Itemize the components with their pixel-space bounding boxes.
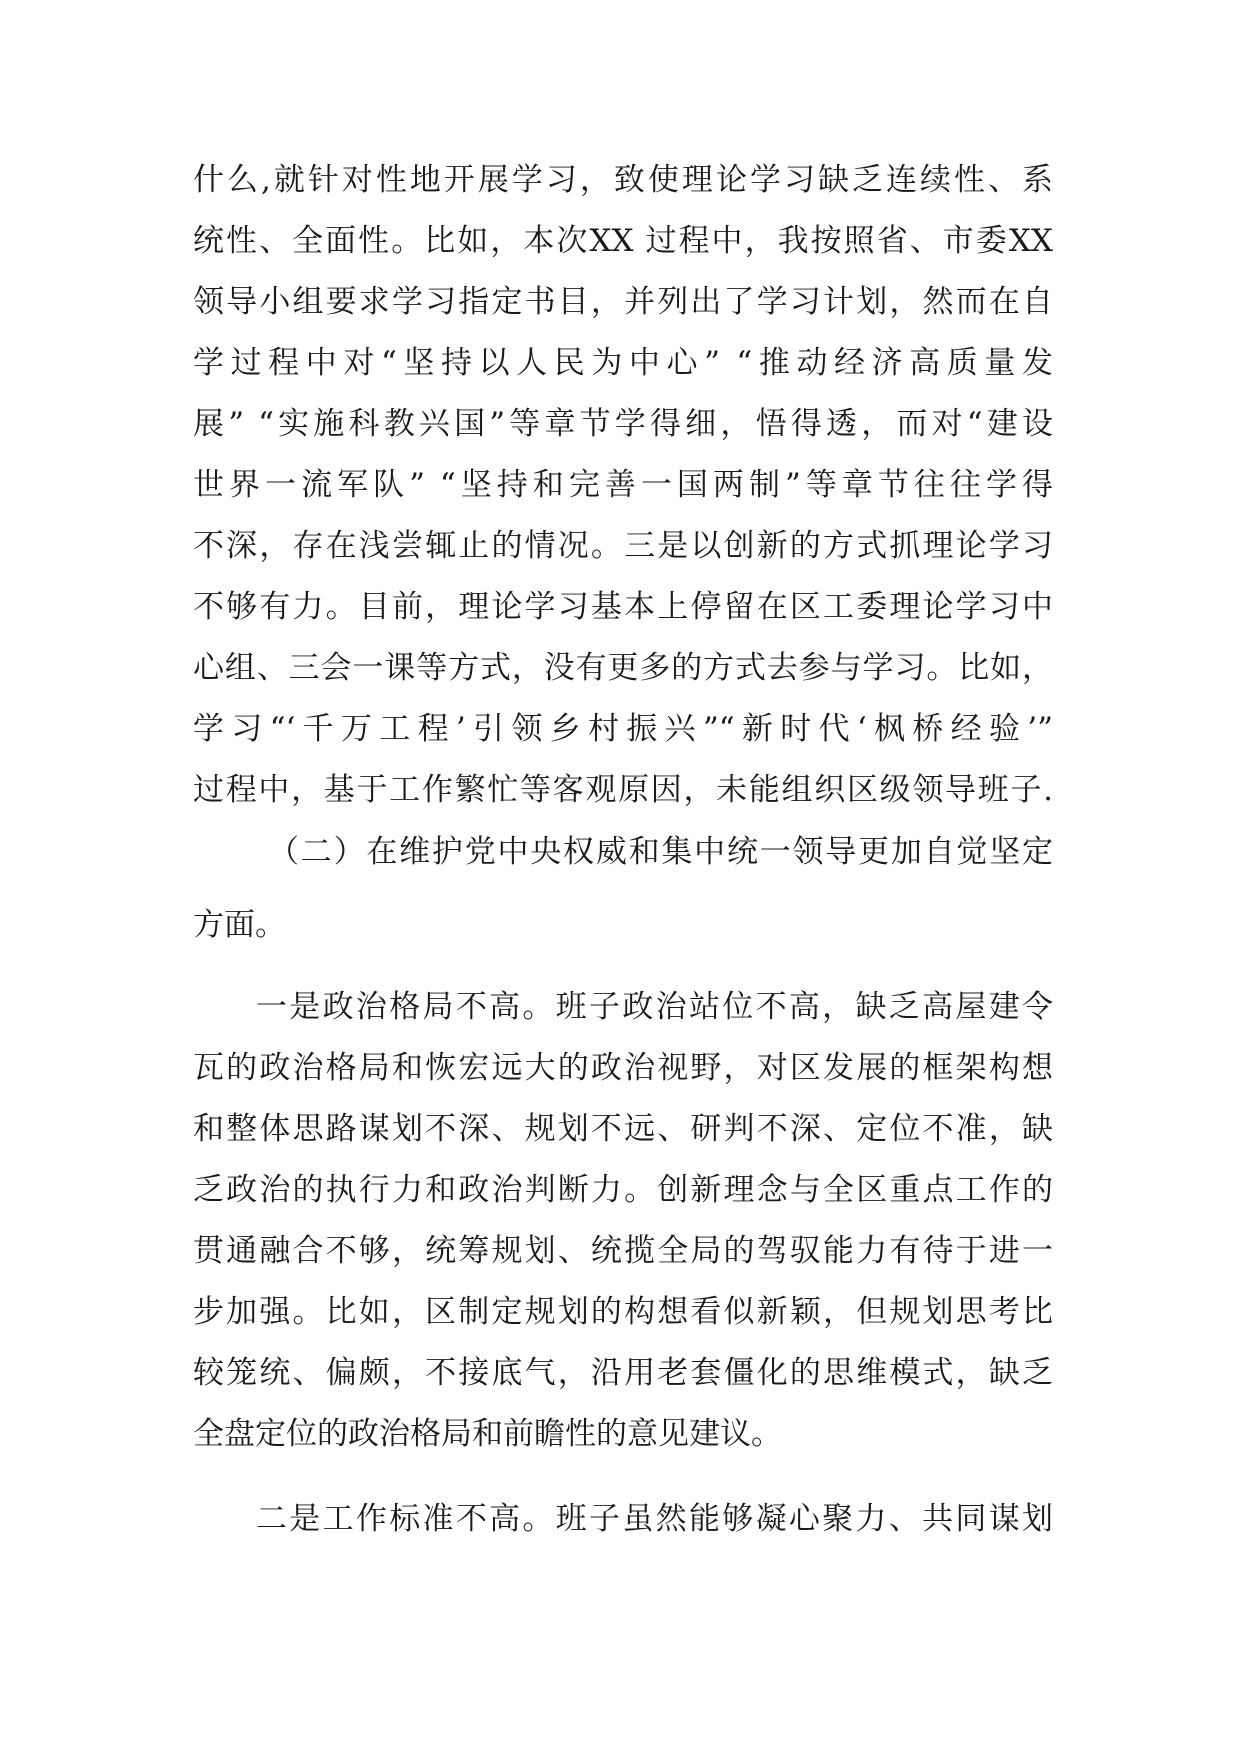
section-heading: （二）在维护党中央权威和集中统一领导更加自觉坚定 (268, 834, 1053, 870)
text-line: 步加强。比如，区制定规划的构想看似新颖，但规划思考比 (193, 1294, 1053, 1330)
text-line: 统性、全面性。比如，本次XX 过程中，我按照省、市委XX (193, 223, 1053, 259)
text-line: 过程中，基于工作繁忙等客观原因，未能组织区级领导班子. (193, 772, 1053, 808)
text-line: 贯通融合不够，统筹规划、统揽全局的驾驭能力有待于进一 (193, 1233, 1053, 1269)
text-line: 学习“‘千万工程’引领乡村振兴”“新时代‘枫桥经验’” (193, 711, 1053, 747)
text-line: 什么,就针对性地开展学习，致使理论学习缺乏连续性、系 (193, 162, 1053, 198)
text-line: 和整体思路谋划不深、规划不远、研判不深、定位不准，缺 (193, 1111, 1053, 1147)
section-heading-continuation: 方面。 (193, 907, 286, 943)
text-line: 不深，存在浅尝辄止的情况。三是以创新的方式抓理论学习 (193, 528, 1053, 564)
paragraph-first-line: 一是政治格局不高。班子政治站位不高，缺乏高屋建令 (256, 989, 1053, 1025)
text-line: 全盘定位的政治格局和前瞻性的意见建议。 (193, 1416, 782, 1452)
text-line: 瓦的政治格局和恢宏远大的政治视野，对区发展的框架构想 (193, 1050, 1053, 1086)
paragraph-first-line: 二是工作标准不高。班子虽然能够凝心聚力、共同谋划 (256, 1501, 1053, 1537)
text-line: 较笼统、偏颇，不接底气，沿用老套僵化的思维模式，缺乏 (193, 1355, 1053, 1391)
text-line: 学过程中对“坚持以人民为中心” “推动经济高质量发 (193, 345, 1053, 381)
text-line: 乏政治的执行力和政治判断力。创新理念与全区重点工作的 (193, 1172, 1053, 1208)
text-line: 世界一流军队” “坚持和完善一国两制”等章节往往学得 (193, 467, 1053, 503)
text-line: 心组、三会一课等方式，没有更多的方式去参与学习。比如， (193, 650, 1053, 686)
text-line: 领导小组要求学习指定书目，并列出了学习计划，然而在自 (193, 284, 1053, 320)
text-line: 展” “实施科教兴国”等章节学得细，悟得透，而对“建设 (193, 406, 1053, 442)
text-line: 不够有力。目前，理论学习基本上停留在区工委理论学习中 (193, 589, 1053, 625)
